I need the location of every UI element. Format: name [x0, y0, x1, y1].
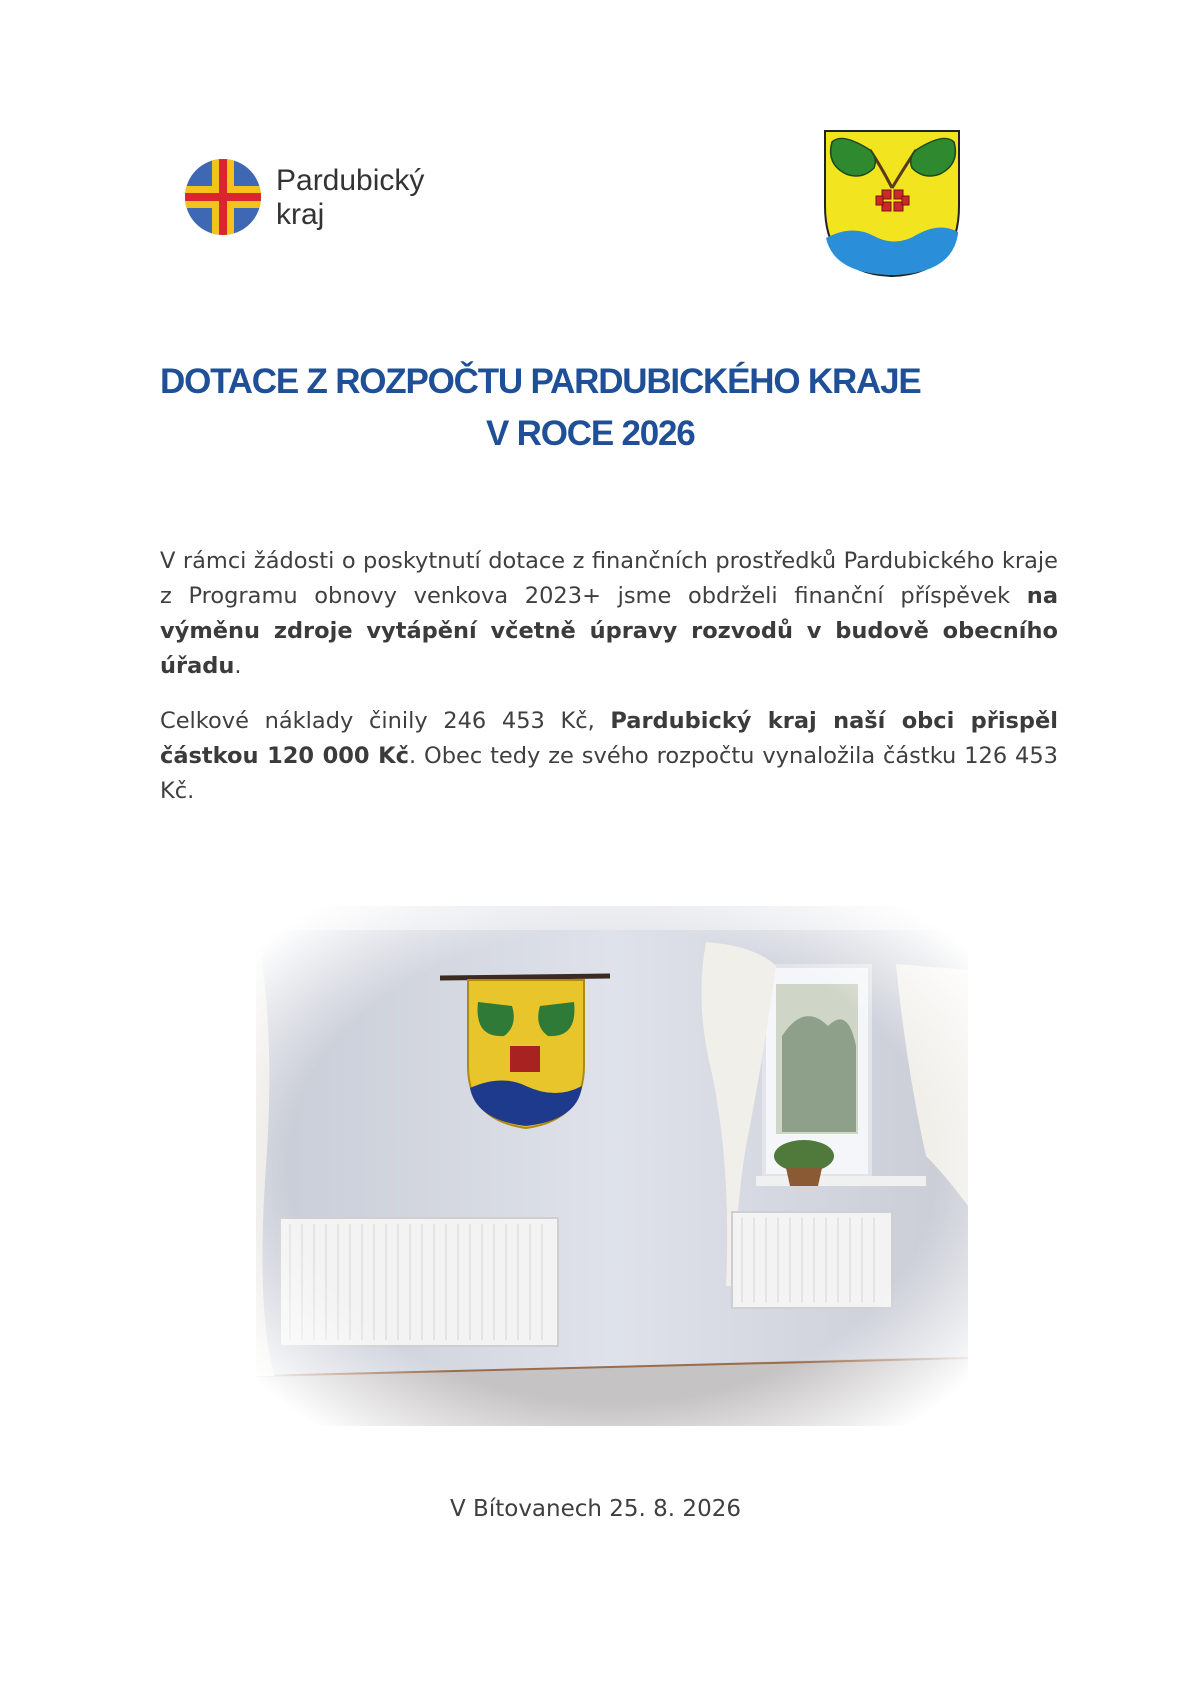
place-and-date: V Bítovanech 25. 8. 2026 — [450, 1496, 741, 1522]
pardubicky-kraj-logo — [184, 156, 454, 240]
paragraph2-end: . Obec tedy ze svého rozpočtu vynaložila částku 126 453 Kč. — [160, 743, 1058, 804]
logo-line1: Pardubický — [276, 164, 425, 197]
paragraph1-end: . — [234, 653, 242, 679]
paragraph-grant-info — [160, 544, 1058, 684]
room-with-radiators-photo — [256, 906, 968, 1426]
paragraph1-text: V rámci žádosti o poskytnutí dotace z finančních prostředků Pardubického kraje z Programu obnovy venkova 2023+ jsme obdrželi finanční příspěvek — [160, 548, 1058, 609]
logo-line2: kraj — [276, 198, 325, 231]
paragraph1-bold: na výměnu zdroje vytápění včetně úpravy rozvodů v budově obecního úřadu — [160, 583, 1058, 679]
title-line1: DOTACE Z ROZPOČTU PARDUBICKÉHO KRAJE — [160, 362, 921, 401]
bitovany-coat-of-arms-icon — [822, 128, 962, 278]
paragraph-costs — [160, 704, 1058, 809]
title-line2: V ROCE 2026 — [486, 414, 695, 453]
paragraph2-bold: Pardubický kraj naší obci přispěl částkou 120 000 Kč — [160, 708, 1059, 769]
paragraph2-text: Celkové náklady činily 246 453 Kč, — [160, 708, 611, 734]
pardubicky-kraj-logo-icon — [184, 158, 262, 236]
